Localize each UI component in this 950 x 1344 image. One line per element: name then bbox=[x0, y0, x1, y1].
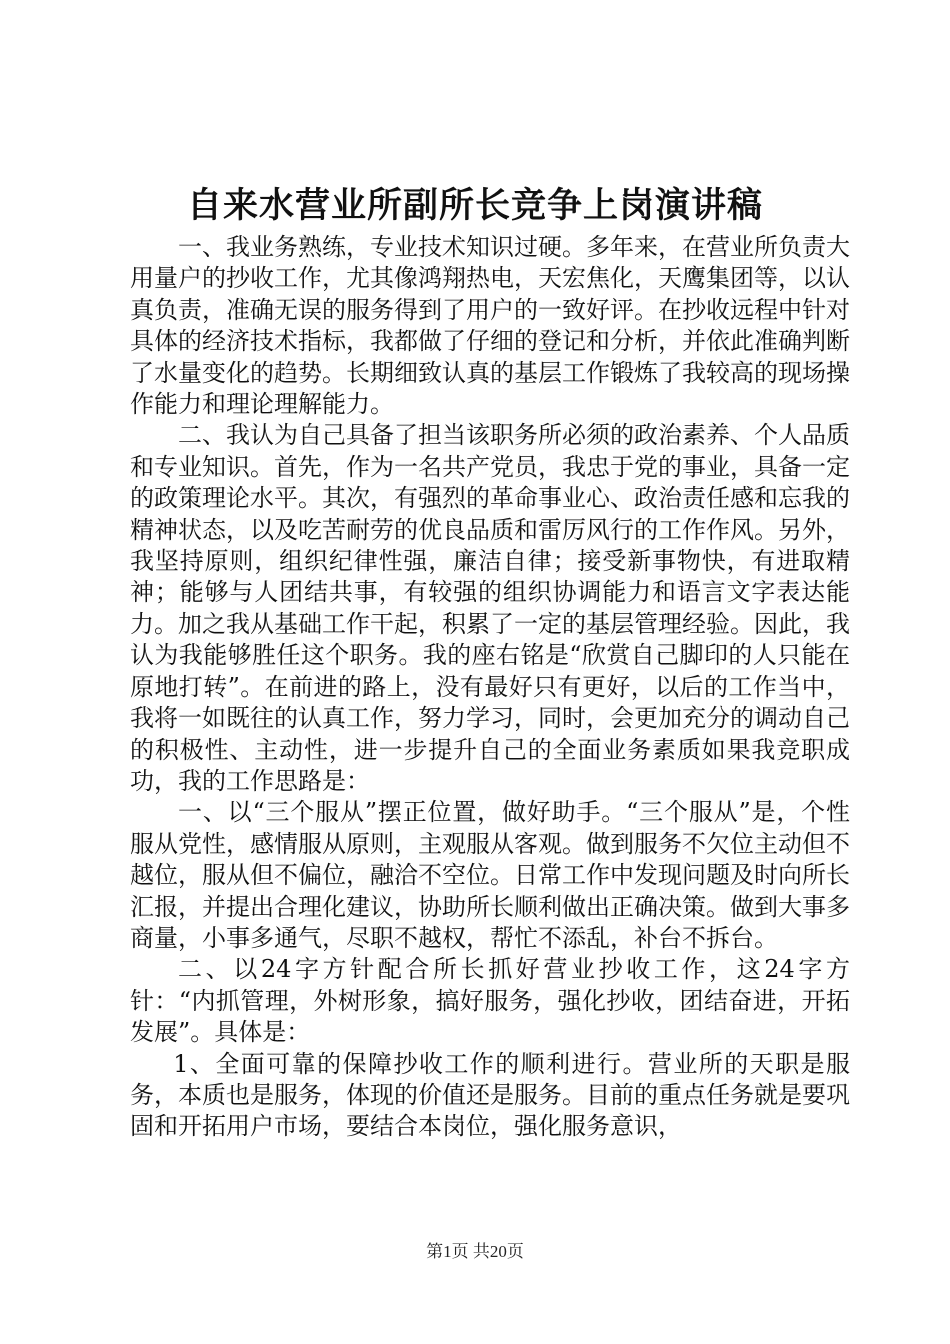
paragraph-2: 二、我认为自己具备了担当该职务所必须的政治素养、个人品质和专业知识。首先，作为一名共产党员，我忠于党的事业，具备一定的政策理论水平。其次，有强烈的革命事业心、政治责任感和忘我的精神状态，以及吃苦耐劳的优良品质和雷厉风行的工作作风。另外，我坚持原则，组织纪律性强，廉洁自律；接受新事物快，有进取精神；能够与人团结共事，有较强的组织协调能力和语言文字表达能力。加之我从基础工作干起，积累了一定的基层管理经验。因此，我认为我能够胜任这个职务。我的座右铭是“欣赏自己脚印的人只能在原地打转”。在前进的路上，没有最好只有更好，以后的工作当中，我将一如既往的认真工作，努力学习，同时，会更加充分的调动自己的积极性、主动性，进一步提升自己的全面业务素质如果我竞职成功，我的工作思路是： bbox=[130, 421, 850, 795]
paragraph-3: 一、以“三个服从”摆正位置，做好助手。“三个服从”是，个性服从党性，感情服从原则，主观服从客观。做到服务不欠位主动但不越位，服从但不偏位，融洽不空位。日常工作中发现问题及时向所长汇报，并提出合理化建议，协助所长顺利做出正确决策。做到大事多商量，小事多通气，尽职不越权，帮忙不添乱，补台不拆台。 bbox=[130, 798, 850, 952]
paragraph-5: 1、全面可靠的保障抄收工作的顺利进行。营业所的天职是服务，本质也是服务，体现的价值还是服务。目前的重点任务就是要巩固和开拓用户市场，要结合本岗位，强化服务意识， bbox=[130, 1049, 850, 1141]
document-title: 自来水营业所副所长竞争上岗演讲稿 bbox=[186, 185, 763, 226]
paragraph-4: 二、以24字方针配合所长抓好营业抄收工作，这24字方针：“内抓管理，外树形象，搞好服务，强化抄收，团结奋进，开拓发展”。具体是： bbox=[130, 955, 850, 1047]
paragraph-1: 一、我业务熟练，专业技术知识过硬。多年来，在营业所负责大用量户的抄收工作，尤其像鸿翔热电，天宏焦化，天鹰集团等，以认真负责，准确无误的服务得到了用户的一致好评。在抄收远程中针对具体的经济技术指标，我都做了仔细的登记和分析，并依此准确判断了水量变化的趋势。长期细致认真的基层工作锻炼了我较高的现场操作能力和理论理解能力。 bbox=[130, 233, 850, 419]
page-number-footer: 第1页 共20页 bbox=[426, 1242, 524, 1261]
document-body bbox=[130, 232, 850, 1143]
